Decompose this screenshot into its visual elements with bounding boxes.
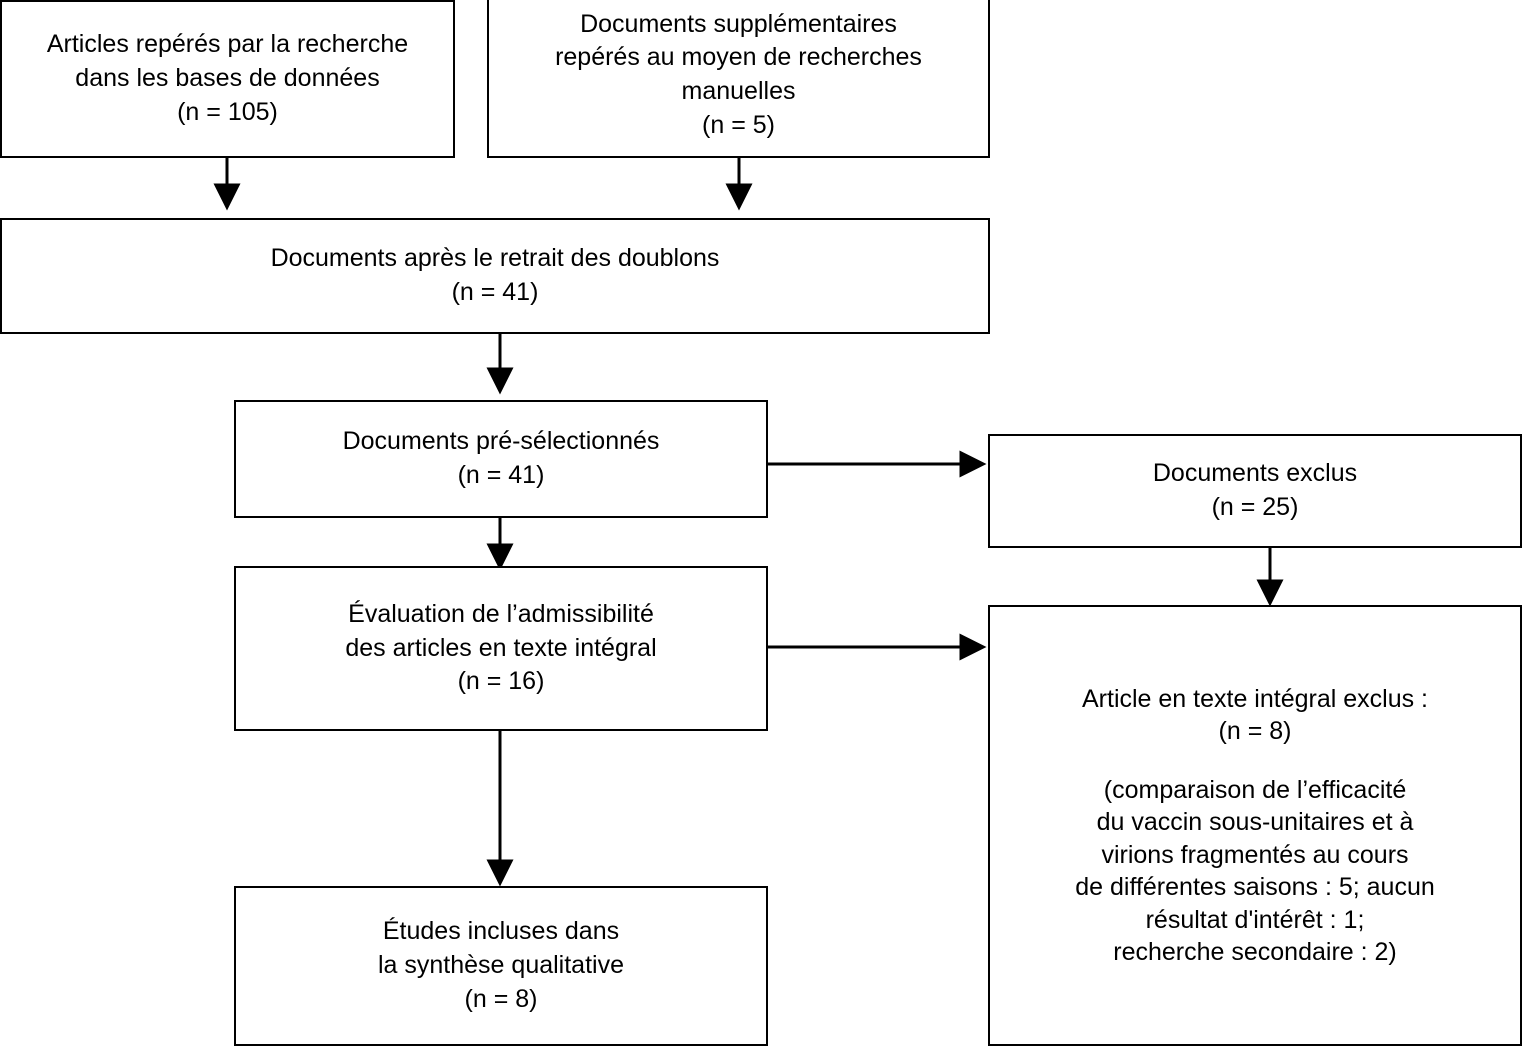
box-line: manuelles (681, 77, 796, 105)
box-line: (n = 5) (702, 110, 775, 139)
box-line: du vaccin sous-unitaires et à (1096, 808, 1414, 836)
box-line: résultat d'intérêt : 1; (1145, 905, 1365, 934)
box-eligibility-assessment (234, 566, 768, 731)
box-line: (n = 16) (457, 667, 545, 696)
box-line: (n = 41) (451, 278, 539, 306)
box-line: Études incluses dans (382, 917, 620, 946)
box-line: Documents après le retrait des doublons (270, 244, 720, 273)
box-line: (n = 105) (177, 97, 278, 126)
box-records-screened (234, 400, 768, 518)
box-records-excluded (988, 434, 1522, 548)
box-line: (comparaison de l’efficacité (1103, 775, 1407, 804)
box-line: repérés au moyen de recherches (555, 43, 922, 72)
box-line: (n = 8) (1218, 717, 1292, 745)
box-line: Articles repérés par la recherche (46, 30, 409, 59)
box-line: de différentes saisons : 5; aucun (1075, 873, 1435, 901)
box-line: (n = 25) (1211, 493, 1299, 521)
box-line: recherche secondaire : 2) (1113, 938, 1397, 966)
box-line: Documents supplémentaires (580, 9, 897, 38)
box-line: des articles en texte intégral (345, 633, 657, 662)
box-line: Article en texte intégral exclus : (1082, 684, 1428, 713)
box-after-duplicates-removed (0, 218, 990, 334)
box-line: dans les bases de données (75, 64, 380, 93)
box-fulltext-articles-excluded (988, 605, 1522, 1046)
box-line: Évaluation de l’admissibilité (348, 599, 654, 628)
box-line: la synthèse qualitative (378, 951, 624, 980)
box-line: Documents pré-sélectionnés (342, 427, 660, 456)
box-database-search (0, 0, 455, 158)
box-line: (n = 41) (457, 461, 545, 489)
box-line: Documents exclus (1152, 459, 1358, 488)
box-line: virions fragmentés au cours (1101, 840, 1409, 869)
box-studies-included (234, 886, 768, 1046)
box-manual-search (487, 0, 990, 158)
box-line: (n = 8) (464, 984, 538, 1013)
